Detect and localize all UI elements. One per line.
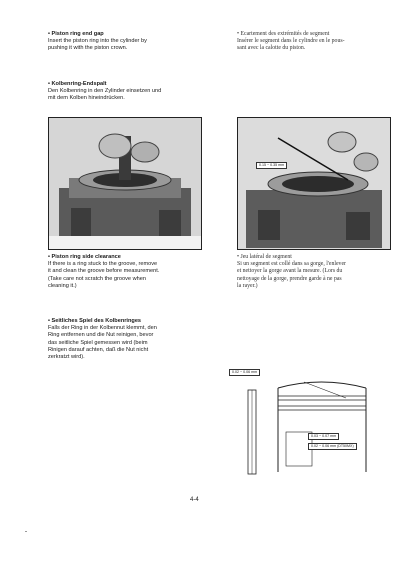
ring-side-clearance-en [48, 254, 200, 290]
text-line: Insert the piston ring into the cylinder by [48, 38, 147, 45]
text-line: it and clean the groove before measurement. [48, 268, 160, 275]
end-gap-callout: 0.15 ~ 0.35 mm [256, 162, 287, 169]
piston-drawing [226, 360, 392, 480]
photo-inserting-ring [48, 117, 202, 250]
ring-end-gap-de [48, 81, 208, 103]
ring-side-clearance-fr [237, 254, 389, 290]
scan-mark [25, 531, 27, 532]
text-line: Si un segment est collé dans sa gorge, l'enlever [237, 261, 346, 268]
text-line: Den Kolbenring in den Zylinder einsetzen und [48, 88, 162, 95]
text-line: cleaning it.) [48, 282, 77, 289]
text-line: mit dem Kolben hineindrücken. [48, 95, 125, 102]
ring-side-clearance-de [48, 318, 198, 361]
text-line: das seitliche Spiel gemessen wird (beim [48, 339, 148, 346]
photo-feeler-gauge [237, 117, 391, 250]
ring-end-gap-en [48, 31, 200, 53]
text-line: Falls der Ring in der Kolbennut klemmt, den [48, 325, 157, 332]
heading: • Kolbenring-Endspalt [48, 81, 107, 87]
text-line: pushing it with the piston crown. [48, 45, 128, 52]
clearance-callout-middle: 0.03 ~ 0.07 mm [308, 433, 339, 440]
heading: • Piston ring end gap [48, 31, 104, 37]
text-line: zerkratzt wird). [48, 354, 85, 361]
page-number: 4-4 [190, 497, 199, 503]
heading: • Ecartement des extrémités de segment [237, 31, 330, 37]
text-line: If there is a ring stuck to the groove, remove [48, 261, 158, 268]
text-line: (Take care not scratch the groove when [48, 275, 146, 282]
text-line: nettoyage de la gorge, prendre garde à ne pas [237, 275, 342, 282]
text-line: et nettoyer la gorge avant la mesure. (Lors du [237, 268, 343, 275]
photo-gauge-illustration [238, 118, 390, 249]
text-line: sant avec la calotte du piston. [237, 45, 306, 52]
piston-diagram [226, 360, 392, 480]
heading: • Jeu latéral de segment [237, 254, 292, 260]
text-line: Insérer le segment dans le cylindre en le pous- [237, 38, 345, 45]
clearance-callout-top: 0.02 ~ 0.06 mm [229, 369, 260, 376]
text-line: la rayer.) [237, 282, 258, 289]
heading: • Piston ring side clearance [48, 254, 121, 260]
text-line: Rinigen darauf achten, daß die Nut nicht [48, 346, 149, 353]
text-line: Ring entfernen und die Nut reinigen, bevor [48, 332, 154, 339]
clearance-callout-bottom: 0.02 ~ 0.06 mm (DT50MX) [308, 443, 357, 450]
heading: • Seitliches Spiel des Kolbenringes [48, 318, 142, 324]
ring-end-gap-fr [237, 31, 387, 53]
photo-cylinder-illustration [49, 118, 201, 249]
